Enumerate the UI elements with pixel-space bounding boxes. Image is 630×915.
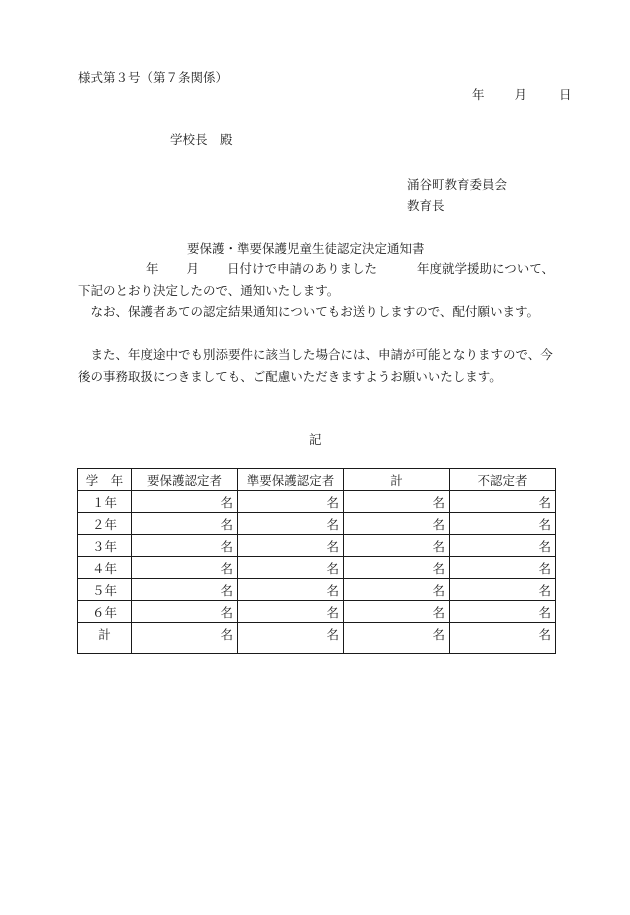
form-number: 様式第３号（第７条関係） xyxy=(78,70,229,85)
row-label-total: 計 xyxy=(78,623,132,654)
ki-heading: 記 xyxy=(309,432,322,447)
cell-semi-protected: 名 xyxy=(238,601,344,623)
cell-total: 名 xyxy=(344,557,450,579)
cell-total: 名 xyxy=(344,623,450,654)
row-label: ２年 xyxy=(78,513,132,535)
p1-month: 月 xyxy=(186,261,200,276)
sender-organization: 涌谷町教育委員会 xyxy=(407,177,508,192)
row-label: ３年 xyxy=(78,535,132,557)
cell-not-approved: 名 xyxy=(450,535,556,557)
cell-semi-protected: 名 xyxy=(238,513,344,535)
cell-not-approved: 名 xyxy=(450,557,556,579)
cell-semi-protected: 名 xyxy=(238,557,344,579)
sender-title: 教育長 xyxy=(407,198,445,213)
cell-protected: 名 xyxy=(132,623,238,654)
cell-total: 名 xyxy=(344,513,450,535)
cell-total: 名 xyxy=(344,535,450,557)
header-total: 計 xyxy=(344,469,450,491)
table-row-total xyxy=(78,623,556,654)
date-day: 日 xyxy=(558,87,572,102)
cell-protected: 名 xyxy=(132,491,238,513)
table-row xyxy=(78,601,556,623)
table-row xyxy=(78,579,556,601)
p2-text: なお、保護者あての認定結果通知についてもお送りしますので、配付願います。 xyxy=(90,304,540,319)
paragraph-midyear xyxy=(78,344,556,387)
cell-not-approved: 名 xyxy=(450,623,556,654)
p1-year: 年 xyxy=(146,261,159,276)
header-semi-protected: 準要保護認定者 xyxy=(238,469,344,491)
cell-not-approved: 名 xyxy=(450,601,556,623)
document-title: 要保護・準要保護児童生徒認定決定通知書 xyxy=(187,241,425,256)
cell-not-approved: 名 xyxy=(450,491,556,513)
p1-application: 日付けで申請のありました xyxy=(227,261,378,276)
cell-protected: 名 xyxy=(132,579,238,601)
cell-total: 名 xyxy=(344,491,450,513)
header-protected: 要保護認定者 xyxy=(132,469,238,491)
header-grade: 学 年 xyxy=(78,469,132,491)
cell-semi-protected: 名 xyxy=(238,579,344,601)
date-month: 月 xyxy=(514,87,527,102)
row-label: ４年 xyxy=(78,557,132,579)
date-year: 年 xyxy=(472,87,485,102)
cell-protected: 名 xyxy=(132,557,238,579)
row-label: ５年 xyxy=(78,579,132,601)
table-row xyxy=(78,557,556,579)
row-label: ６年 xyxy=(78,601,132,623)
cell-protected: 名 xyxy=(132,535,238,557)
table-row xyxy=(78,535,556,557)
cell-protected: 名 xyxy=(132,513,238,535)
table-row xyxy=(78,491,556,513)
cell-semi-protected: 名 xyxy=(238,535,344,557)
row-label: １年 xyxy=(78,491,132,513)
header-not-approved: 不認定者 xyxy=(450,469,556,491)
cell-protected: 名 xyxy=(132,601,238,623)
p3-text: また、年度途中でも別添要件に該当した場合には、申請が可能となりますので、今後の事務取扱につきましても、ご配慮いただきますようお願いいたします。 xyxy=(78,347,553,384)
cell-semi-protected: 名 xyxy=(238,623,344,654)
cell-not-approved: 名 xyxy=(450,579,556,601)
date-line xyxy=(472,85,571,103)
cell-not-approved: 名 xyxy=(450,513,556,535)
p1-tail: 年度就学援助について、下記のとおり決定したので、通知いたします。 xyxy=(78,261,555,298)
grade-table xyxy=(77,468,556,654)
addressee: 学校長 殿 xyxy=(170,132,233,147)
paragraph-decision xyxy=(78,258,556,301)
cell-total: 名 xyxy=(344,579,450,601)
table-header-row xyxy=(78,469,556,491)
cell-total: 名 xyxy=(344,601,450,623)
cell-semi-protected: 名 xyxy=(238,491,344,513)
paragraph-distribution xyxy=(78,301,556,323)
table-row xyxy=(78,513,556,535)
